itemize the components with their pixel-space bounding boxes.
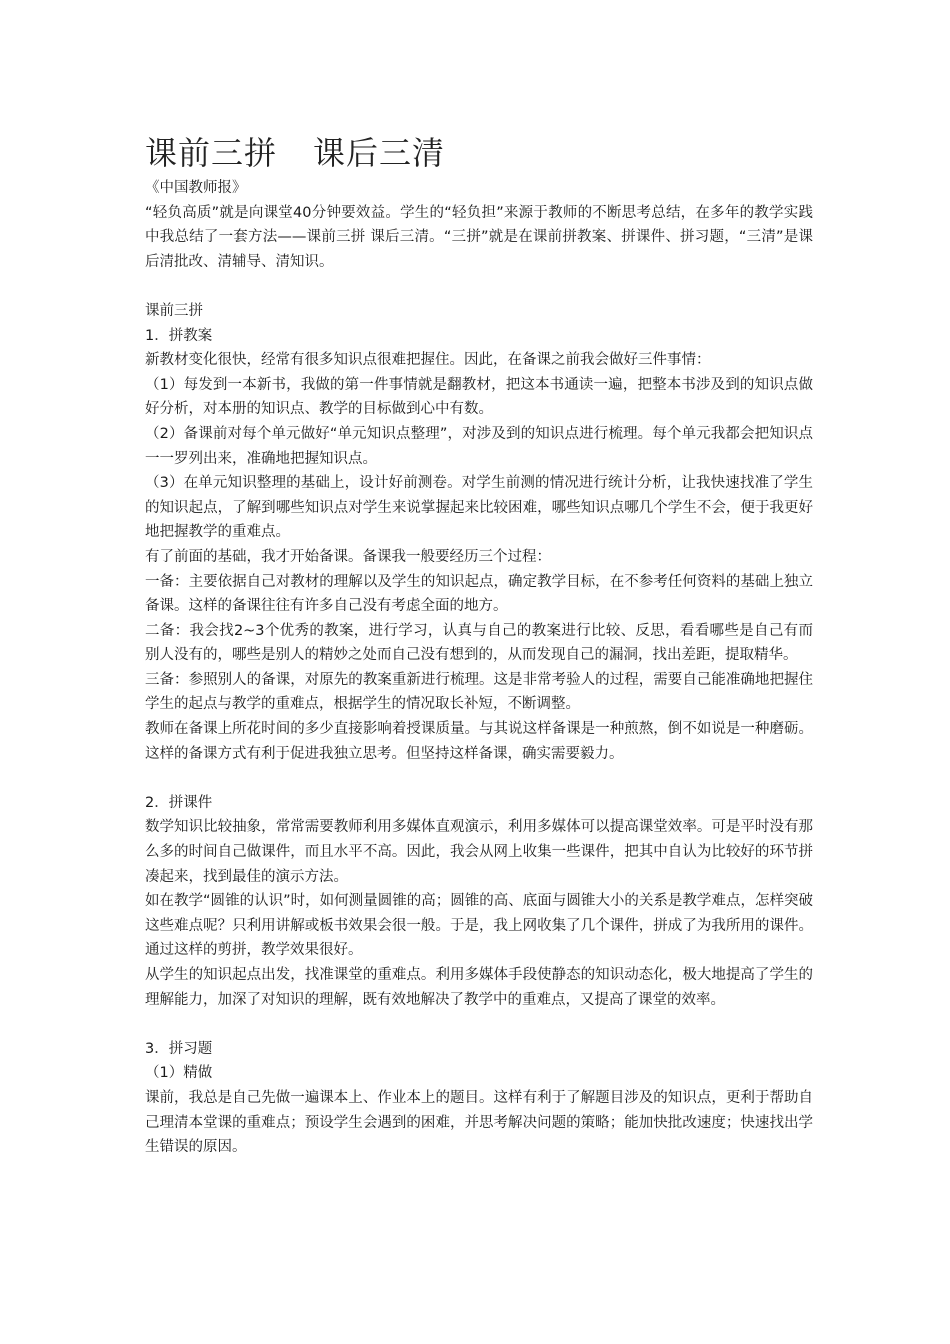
paragraph: 数学知识比较抽象，常常需要教师利用多媒体直观演示，利用多媒体可以提高课堂效率。可是平时没有那么多的时间自己做课件，而且水平不高。因此，我会从网上收集一些课件，把其中自认为比较好的环节拼凑起来，找到最佳的演示方法。 — [145, 819, 813, 885]
subsection-heading-2: 2．拼课件 — [145, 794, 213, 811]
paragraph: 课前，我总是自己先做一遍课本上、作业本上的题目。这样有利于了解题目涉及的知识点，更利于帮助自己理清本堂课的重难点；预设学生会遇到的困难，并思考解决问题的策略；能加快批改速度；快速找出学生错误的原因。 — [145, 1089, 813, 1156]
document-page — [145, 130, 813, 1160]
paragraph: 如在教学“圆锥的认识”时，如何测量圆锥的高；圆锥的高、底面与圆锥大小的关系是教学难点，怎样突破这些难点呢？只利用讲解或板书效果会很一般。于是，我上网收集了几个课件，拼成了为我所用的课件。通过这样的剪拼，教学效果很好。 — [145, 893, 813, 959]
paragraph: （3）在单元知识整理的基础上，设计好前测卷。对学生前测的情况进行统计分析，让我快速找准了学生的知识起点，了解到哪些知识点对学生来说掌握起来比较困难，哪些知识点哪几个学生不会，便于我更好地把握教学的重难点。 — [145, 475, 813, 541]
paragraph: 新教材变化很快，经常有很多知识点很难把握住。因此，在备课之前我会做好三件事情： — [145, 352, 711, 369]
paragraph: 有了前面的基础，我才开始备课。备课我一般要经历三个过程： — [145, 548, 551, 565]
paragraph: 二备：我会找2~3个优秀的教案，进行学习，认真与自己的教案进行比较、反思，看看哪些是自己有而别人没有的，哪些是别人的精妙之处而自己没有想到的，从而发现自己的漏洞，找出差距，提取精华。 — [145, 622, 813, 664]
document-title — [145, 130, 813, 176]
subsection-heading-1: 1．拼教案 — [145, 327, 213, 344]
intro-paragraph: “轻负高质”就是向课堂40分钟要效益。学生的“轻负担”来源于教师的不断思考总结，在多年的教学实践中我总结了一套方法——课前三拼 课后三清。“三拼”就是在课前拼教案、拼课件、拼习题，“三清”是课后清批改、清辅导、清知识。 — [145, 204, 813, 270]
title-part-1: 课前三拼 — [145, 134, 278, 172]
paragraph: （1）每发到一本新书，我做的第一件事情就是翻教材，把这本书通读一遍，把整本书涉及到的知识点做好分析，对本册的知识点、教学的目标做到心中有数。 — [145, 376, 813, 418]
item-heading: （1）精做 — [145, 1065, 213, 1082]
paragraph: 一备：主要依据自己对教材的理解以及学生的知识起点，确定教学目标，在不参考任何资料的基础上独立备课。这样的备课往往有许多自己没有考虑全面的地方。 — [145, 573, 813, 615]
paragraph: 从学生的知识起点出发，找准课堂的重难点。利用多媒体手段使静态的知识动态化，极大地提高了学生的理解能力，加深了对知识的理解，既有效地解决了教学中的重难点，又提高了课堂的效率。 — [145, 967, 813, 1008]
paragraph: 教师在备课上所花时间的多少直接影响着授课质量。与其说这样备课是一种煎熬，倒不如说是一种磨砺。这样的备课方式有利于促进我独立思考。但坚持这样备课，确实需要毅力。 — [145, 721, 813, 762]
paragraph: 三备：参照别人的备课，对原先的教案重新进行梳理。这是非常考验人的过程，需要自己能准确地把握住学生的起点与教学的重难点，根据学生的情况取长补短，不断调整。 — [145, 671, 813, 713]
section-heading: 课前三拼 — [145, 302, 203, 319]
subsection-heading-3: 3．拼习题 — [145, 1040, 213, 1057]
source-line: 《中国教师报》 — [145, 180, 247, 196]
title-part-2: 课后三清 — [313, 134, 446, 172]
paragraph: （2）备课前对每个单元做好“单元知识点整理”，对涉及到的知识点进行梳理。每个单元我都会把知识点一一罗列出来，准确地把握知识点。 — [145, 425, 813, 467]
